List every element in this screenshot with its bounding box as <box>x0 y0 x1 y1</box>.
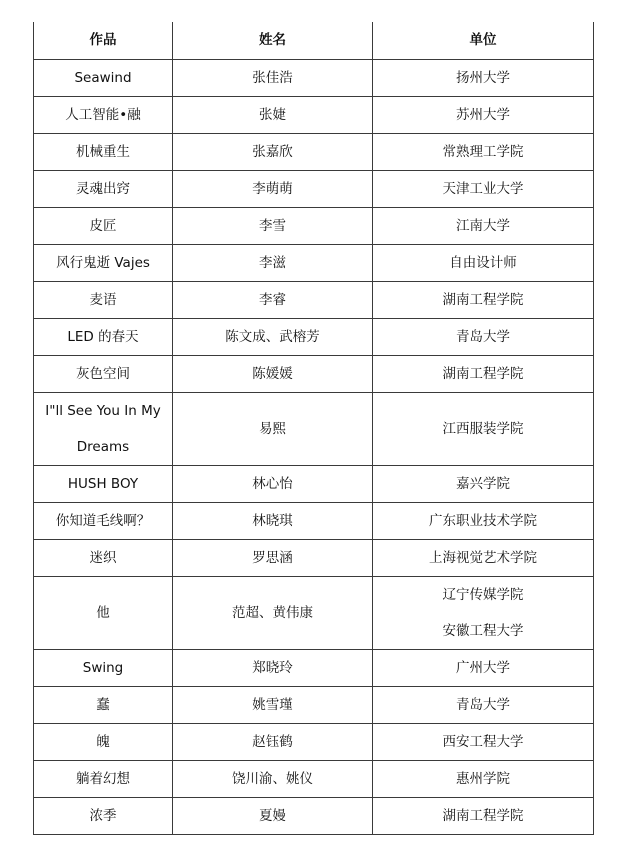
cell-work <box>34 355 173 392</box>
cell-name <box>173 539 373 576</box>
cell-name <box>173 133 373 170</box>
cell-name-text: 李雪 <box>259 217 286 234</box>
cell-work <box>34 392 173 465</box>
cell-name <box>173 244 373 281</box>
cell-work-text: 机械重生 <box>76 143 130 160</box>
table-header <box>34 22 594 59</box>
cell-unit-text: 自由设计师 <box>449 254 517 271</box>
cell-unit-text: 西安工程大学 <box>442 733 524 750</box>
cell-unit-text: 嘉兴学院 <box>456 475 510 492</box>
cell-work-text: Dreams <box>76 438 130 455</box>
cell-name-text: 林晓琪 <box>252 512 293 529</box>
cell-unit <box>373 686 594 723</box>
cell-unit-text: 青岛大学 <box>456 328 510 345</box>
cell-name-text: 李萌萌 <box>252 180 293 197</box>
cell-work-text: Seawind <box>74 69 132 86</box>
cell-work <box>34 465 173 502</box>
table-row <box>34 502 594 539</box>
cell-unit <box>373 392 594 465</box>
cell-work-text: 皮匠 <box>89 217 117 234</box>
cell-unit <box>373 96 594 133</box>
cell-unit-text: 安徽工程大学 <box>442 622 524 639</box>
cell-work <box>34 760 173 797</box>
table-row <box>34 723 594 760</box>
cell-unit <box>373 170 594 207</box>
cell-work <box>34 318 173 355</box>
cell-work <box>34 170 173 207</box>
cell-name <box>173 502 373 539</box>
cell-work-text: 人工智能•融 <box>65 106 141 123</box>
cell-unit <box>373 355 594 392</box>
cell-unit <box>373 576 594 649</box>
cell-unit-text: 上海视觉艺术学院 <box>429 549 537 566</box>
cell-work <box>34 797 173 834</box>
table-row <box>34 797 594 834</box>
cell-unit <box>373 539 594 576</box>
table-row <box>34 392 594 465</box>
cell-unit-text: 天津工业大学 <box>442 180 524 197</box>
cell-work <box>34 59 173 96</box>
table-row <box>34 170 594 207</box>
table-row <box>34 133 594 170</box>
cell-unit-text: 湖南工程学院 <box>442 365 524 382</box>
header-work: 作品 <box>34 22 173 59</box>
cell-name <box>173 576 373 649</box>
cell-work <box>34 539 173 576</box>
cell-work-text: 灵魂出窍 <box>76 180 130 197</box>
cell-name-text: 林心怡 <box>252 475 293 492</box>
table-row <box>34 539 594 576</box>
cell-unit-text: 湖南工程学院 <box>442 291 524 308</box>
cell-name <box>173 207 373 244</box>
cell-work-text: 麦语 <box>89 291 117 308</box>
table-row <box>34 59 594 96</box>
cell-unit <box>373 244 594 281</box>
cell-name-text: 李滋 <box>259 254 286 271</box>
cell-name-text: 张婕 <box>259 106 286 123</box>
cell-name-text: 李睿 <box>259 291 286 308</box>
cell-work-text: 他 <box>96 604 110 621</box>
cell-work <box>34 576 173 649</box>
cell-name <box>173 392 373 465</box>
cell-unit-text: 苏州大学 <box>456 106 510 123</box>
cell-name <box>173 96 373 133</box>
cell-unit <box>373 133 594 170</box>
cell-work <box>34 207 173 244</box>
table-row <box>34 244 594 281</box>
cell-unit <box>373 723 594 760</box>
cell-name-text: 赵钰鹤 <box>252 733 293 750</box>
cell-unit <box>373 760 594 797</box>
table-row <box>34 686 594 723</box>
table-row <box>34 96 594 133</box>
table-body <box>34 59 594 834</box>
cell-work-text: 魄 <box>96 733 110 750</box>
table-row <box>34 355 594 392</box>
cell-name <box>173 59 373 96</box>
cell-name-text: 易熙 <box>259 420 286 437</box>
cell-name <box>173 318 373 355</box>
cell-unit <box>373 207 594 244</box>
cell-unit <box>373 281 594 318</box>
cell-name-text: 陈媛媛 <box>252 365 293 382</box>
cell-work <box>34 96 173 133</box>
cell-name-text: 郑晓玲 <box>252 659 293 676</box>
cell-unit-text: 江西服装学院 <box>442 420 524 437</box>
cell-name-text: 张嘉欣 <box>252 143 293 160</box>
cell-work <box>34 649 173 686</box>
cell-work-text: 你知道毛线啊？ <box>55 512 151 529</box>
cell-work-text: 迷织 <box>89 549 117 566</box>
cell-work-text: 风行鬼逝 Vajes <box>56 254 150 271</box>
cell-work <box>34 502 173 539</box>
table-row <box>34 465 594 502</box>
header-unit: 单位 <box>373 22 594 59</box>
cell-work-text: LED 的春天 <box>67 328 139 345</box>
cell-work <box>34 244 173 281</box>
cell-name-text: 饶川渝、姚仪 <box>232 770 313 787</box>
cell-unit <box>373 465 594 502</box>
cell-unit <box>373 59 594 96</box>
cell-name <box>173 760 373 797</box>
cell-name <box>173 797 373 834</box>
cell-unit-text: 常熟理工学院 <box>442 143 524 160</box>
cell-name-text: 张佳浩 <box>252 69 293 86</box>
cell-name <box>173 355 373 392</box>
cell-name-text: 陈文成、武榕芳 <box>225 328 320 345</box>
cell-unit-text: 江南大学 <box>456 217 510 234</box>
cell-name <box>173 649 373 686</box>
cell-work-text: 蠢 <box>96 696 110 713</box>
cell-work <box>34 686 173 723</box>
cell-unit <box>373 649 594 686</box>
cell-name-text: 姚雪瑾 <box>252 696 293 713</box>
table-row <box>34 649 594 686</box>
cell-work-text: 浓季 <box>89 807 117 824</box>
cell-unit-text: 广东职业技术学院 <box>429 512 537 529</box>
cell-work <box>34 723 173 760</box>
table-row <box>34 207 594 244</box>
cell-work-text: 躺着幻想 <box>76 770 130 787</box>
header-row <box>34 22 594 59</box>
cell-name <box>173 170 373 207</box>
cell-unit <box>373 797 594 834</box>
cell-unit-text: 辽宁传媒学院 <box>442 586 524 603</box>
cell-unit <box>373 502 594 539</box>
cell-name-text: 范超、黄伟康 <box>232 604 313 621</box>
table-row <box>34 281 594 318</box>
header-name: 姓名 <box>173 22 373 59</box>
cell-unit-text: 湖南工程学院 <box>442 807 524 824</box>
cell-work-text: HUSH BOY <box>67 475 139 492</box>
cell-work <box>34 133 173 170</box>
table-row <box>34 576 594 649</box>
awards-table <box>33 22 594 835</box>
cell-work-text: 灰色空间 <box>76 365 130 382</box>
cell-name <box>173 723 373 760</box>
table-row <box>34 318 594 355</box>
cell-work-text: I"ll See You In My <box>45 402 161 419</box>
cell-name <box>173 465 373 502</box>
cell-unit-text: 惠州学院 <box>456 770 510 787</box>
cell-unit-text: 扬州大学 <box>456 69 510 86</box>
cell-name-text: 夏嫚 <box>259 807 286 824</box>
cell-unit-text: 青岛大学 <box>456 696 510 713</box>
cell-unit <box>373 318 594 355</box>
cell-work <box>34 281 173 318</box>
cell-work-text: Swing <box>82 659 124 676</box>
cell-name <box>173 686 373 723</box>
cell-name <box>173 281 373 318</box>
cell-unit-text: 广州大学 <box>456 659 510 676</box>
table-row <box>34 760 594 797</box>
cell-name-text: 罗思涵 <box>252 549 293 566</box>
